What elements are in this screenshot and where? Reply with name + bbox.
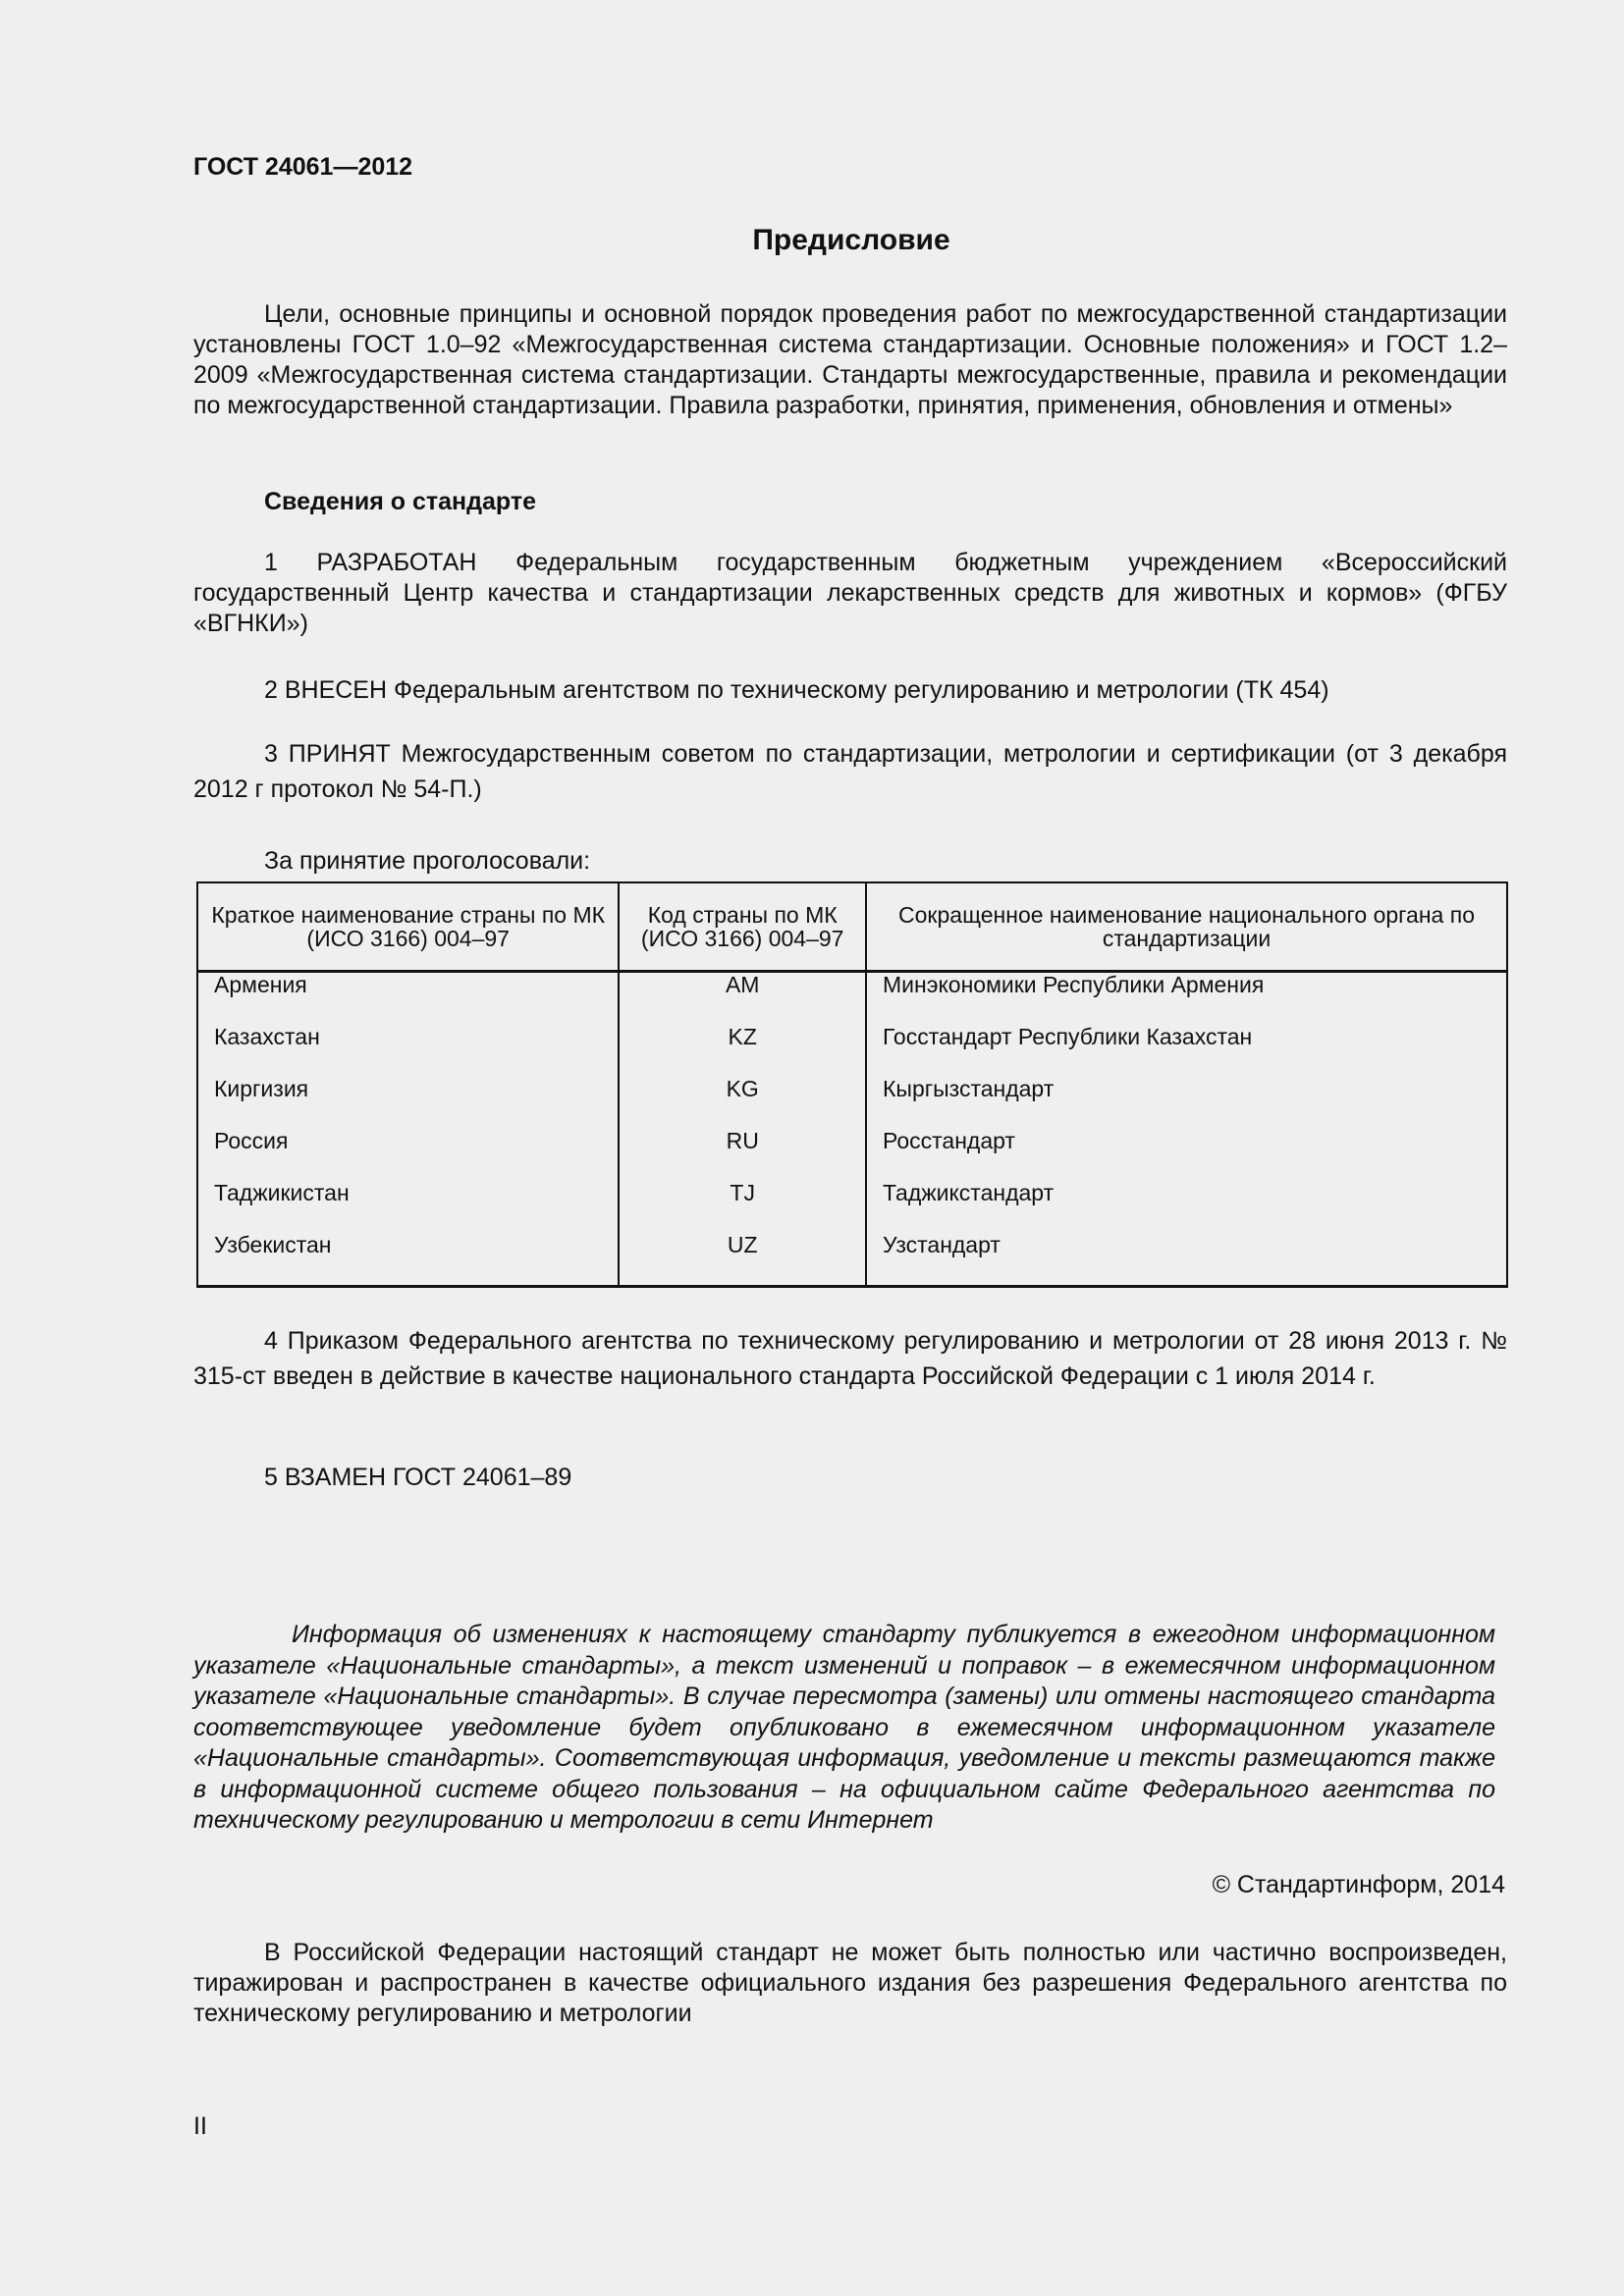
changes-notice: Информация об изменениях к настоящему стандарту публикуется в ежегодном информационном указателе «Национальные стандарты», а текст изменений и поправок – в ежемесячном информационном указателе «Национальные стандарты». В случае пересмотра (замены) или отмены настоящего стандарта соответствующее уведомление будет опубликовано в ежемесячном информационном указателе «Национальные стандарты». Соответствующая информация, уведомление и тексты размещаются также в информационной системе общего пользования – на официальном сайте Федерального агентства по техническому регулированию и метрологии в сети Интернет: [193, 1621, 1495, 1834]
reproduction-notice: В Российской Федерации настоящий стандарт не может быть полностью или частично воспроизведен, тиражирован и распространен в качестве официального издания без разрешения Федерального агентства по техническому регулированию и метрологии: [193, 1939, 1507, 2027]
voting-table: [196, 881, 1508, 1288]
standards-body: Узстандарт: [866, 1233, 1507, 1287]
country-name: Казахстан: [197, 1025, 619, 1077]
table-row: [197, 1025, 1507, 1077]
country-code: AM: [619, 972, 866, 1026]
standards-body: Кыргызстандарт: [866, 1077, 1507, 1129]
country-name: Россия: [197, 1129, 619, 1181]
country-name: Армения: [197, 972, 619, 1026]
item-5-replaces: 5 ВЗАМЕН ГОСТ 24061–89: [264, 1464, 572, 1491]
page-number: II: [193, 2112, 207, 2140]
country-name: Таджикистан: [197, 1181, 619, 1233]
copyright-line: © Стандартинформ, 2014: [1212, 1871, 1505, 1898]
standard-designation: ГОСТ 24061—2012: [193, 153, 413, 181]
standards-body: Госстандарт Республики Казахстан: [866, 1025, 1507, 1077]
column-header-country: Краткое наименование страны по МК (ИСО 3166) 004–97: [197, 882, 619, 972]
table-row: [197, 1233, 1507, 1287]
table-row: [197, 972, 1507, 1026]
country-code: RU: [619, 1129, 866, 1181]
country-code: TJ: [619, 1181, 866, 1233]
country-code: KG: [619, 1077, 866, 1129]
country-name: Узбекистан: [197, 1233, 619, 1287]
page-title: Предисловие: [752, 224, 950, 256]
info-heading: Сведения о стандарте: [264, 488, 537, 515]
country-name: Киргизия: [197, 1077, 619, 1129]
intro-paragraph: Цели, основные принципы и основной порядок проведения работ по межгосударственной стандартизации установлены ГОСТ 1.0–92 «Межгосударственная система стандартизации. Основные положения» и ГОСТ 1.2–2009 «Межгосударственная система стандартизации. Стандарты межгосударственные, правила и рекомендации по межгосударственной стандартизации. Правила разработки, принятия, применения, обновления и отмены»: [193, 300, 1507, 419]
item-1-developed: 1 РАЗРАБОТАН Федеральным государственным бюджетным учреждением «Всероссийский государственный Центр качества и стандартизации лекарственных средств для животных и кормов» (ФГБУ «ВГНКИ»): [193, 549, 1507, 637]
table-row: [197, 1129, 1507, 1181]
table-header-row: [197, 882, 1507, 972]
standards-body: Минэкономики Республики Армения: [866, 972, 1507, 1026]
country-code: UZ: [619, 1233, 866, 1287]
item-3-adopted: 3 ПРИНЯТ Межгосударственным советом по стандартизации, метрологии и сертификации (от 3 декабря 2012 г протокол № 54-П.): [193, 740, 1507, 803]
vote-label: За принятие проголосовали:: [264, 847, 591, 875]
table-row: [197, 1077, 1507, 1129]
table-row: [197, 1181, 1507, 1233]
standards-body: Росстандарт: [866, 1129, 1507, 1181]
item-2-submitted: 2 ВНЕСЕН Федеральным агентством по техническому регулированию и метрологии (ТК 454): [264, 676, 1329, 704]
column-header-body: Сокращенное наименование национального органа по стандартизации: [866, 882, 1507, 972]
standards-body: Таджикстандарт: [866, 1181, 1507, 1233]
country-code: KZ: [619, 1025, 866, 1077]
item-4-enacted: 4 Приказом Федерального агентства по техническому регулированию и метрологии от 28 июня 2013 г. № 315-ст введен в действие в качестве национального стандарта Российской Федерации с 1 июля 2014 г.: [193, 1327, 1507, 1390]
column-header-code: Код страны по МК (ИСО 3166) 004–97: [619, 882, 866, 972]
